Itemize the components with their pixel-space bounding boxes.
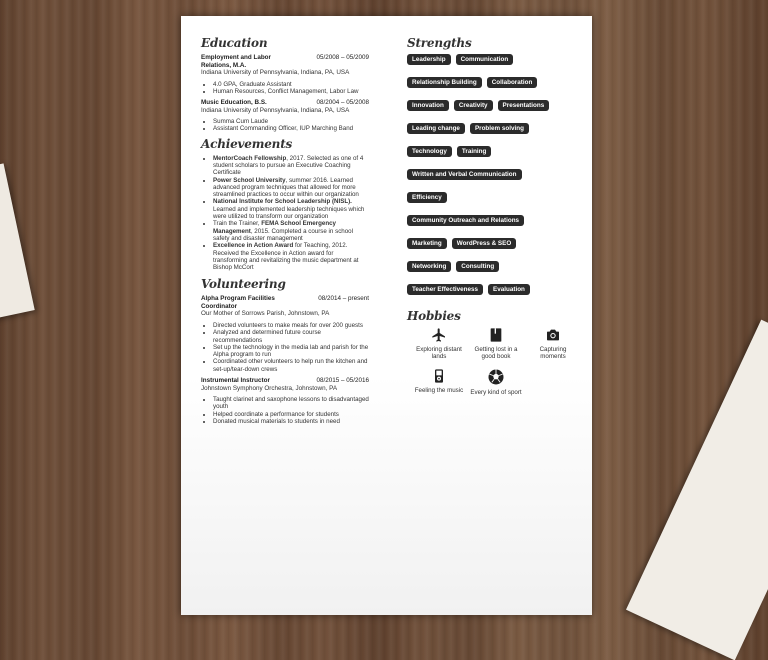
role-dates: 08/2014 – present <box>318 295 369 303</box>
hobbies-grid <box>413 327 579 397</box>
strength-tag: Relationship Building <box>407 77 482 88</box>
strength-tag: Innovation <box>407 100 449 111</box>
bullet: • Set up the technology in the media lab and parish for the Alpha program to run <box>213 344 369 359</box>
strength-tag: Problem solving <box>470 123 529 134</box>
airplane-icon <box>430 327 448 343</box>
degree-dates: 05/2008 – 05/2009 <box>316 54 369 61</box>
hobby-item: Getting lost in a good book <box>470 327 522 360</box>
hobby-item: Exploring distant lands <box>413 327 465 360</box>
strength-tag: Leading change <box>407 123 465 134</box>
strength-tag: Efficiency <box>407 192 447 203</box>
achievement-item: • Excellence in Action Award for Teaching, 2012. Received the Excellence in Action award for transforming and revitalizing the music department at Bishop McCort <box>213 242 369 271</box>
hobby-item: Capturing moments <box>527 327 579 360</box>
strength-tag: Consulting <box>456 261 499 272</box>
role-title: Alpha Program Facilities Coordinator <box>201 295 275 310</box>
strength-tag: Networking <box>407 261 451 272</box>
role-title: Instrumental Instructor <box>201 377 270 385</box>
bullet: • Helped coordinate a performance for students <box>213 411 369 418</box>
degree-title: Music Education, B.S. <box>201 99 267 107</box>
right-column <box>407 36 579 397</box>
strength-tag: Community Outreach and Relations <box>407 215 524 226</box>
volunteering-heading: Volunteering <box>201 277 286 292</box>
degree-title: Employment and Labor Relations, M.A. <box>201 54 271 69</box>
volunteering-entry <box>201 295 369 373</box>
degree-dates: 08/2004 – 05/2008 <box>316 99 369 107</box>
bullet: • Human Resources, Conflict Management, Labor Law <box>213 88 369 95</box>
hobby-item: Every kind of sport <box>470 368 522 396</box>
bullet: • Summa Cum Laude <box>213 118 369 125</box>
org-name: Johnstown Symphony Orchestra, Johnstown, PA <box>201 384 338 392</box>
achievements-heading: Achievements <box>201 136 293 151</box>
volunteering-entry <box>201 377 369 425</box>
strength-tag: Teacher Effectiveness <box>407 284 483 295</box>
achievement-item: • MentorCoach Fellowship, 2017. Selected as one of 4 student scholars to pursue an Executive Coaching Certificate <box>213 155 369 177</box>
strength-tag: WordPress & SEO <box>452 238 516 249</box>
strength-tag: Evaluation <box>488 284 530 295</box>
background-paper-left <box>0 163 35 326</box>
achievement-item: • Train the Trainer, FEMA School Emergency Management, 2015. Completed a course in school safety and disaster management <box>213 220 369 242</box>
strengths-heading: Strengths <box>407 36 472 50</box>
soccer-ball-icon <box>487 368 505 386</box>
strength-tag: Leadership <box>407 54 451 65</box>
achievements-list <box>201 155 369 272</box>
strength-tag: Written and Verbal Communication <box>407 169 522 180</box>
school-name: Indiana University of Pennsylvania, Indiana, PA, USA <box>201 106 350 114</box>
strength-tag: Marketing <box>407 238 447 249</box>
strength-tag: Communication <box>456 54 514 65</box>
bullet: • Coordinated other volunteers to help run the kitchen and set-up/tear-down crews <box>213 358 369 373</box>
achievement-item: • Power School University, summer 2016. Learned advanced program techniques that allowed for more streamlined practices to occur within our organization <box>213 177 369 199</box>
strength-tag: Technology <box>407 146 452 157</box>
education-entry <box>201 54 369 95</box>
role-dates: 08/2015 – 05/2016 <box>316 377 369 385</box>
strengths-tags <box>407 54 579 301</box>
camera-icon <box>544 327 562 343</box>
background-paper-right <box>626 320 768 660</box>
bullet: • Analyzed and determined future course recommendations <box>213 329 369 344</box>
strength-tag: Collaboration <box>487 77 538 88</box>
bullet: • Directed volunteers to make meals for over 200 guests <box>213 322 369 329</box>
bullet: • Donated musical materials to students in need <box>213 418 369 425</box>
book-icon <box>487 327 505 343</box>
bullet: • Taught clarinet and saxophone lessons to disadvantaged youth <box>213 396 369 411</box>
education-heading: Education <box>201 36 268 50</box>
school-name: Indiana University of Pennsylvania, Indiana, PA, USA <box>201 69 350 76</box>
music-player-icon <box>430 368 448 384</box>
left-column <box>201 36 369 429</box>
bullet: • 4.0 GPA, Graduate Assistant <box>213 81 369 88</box>
bullet: • Assistant Commanding Officer, IUP Marching Band <box>213 125 369 132</box>
org-name: Our Mother of Sorrows Parish, Johnstown, PA <box>201 310 330 318</box>
strength-tag: Creativity <box>454 100 493 111</box>
hobbies-heading: Hobbies <box>407 309 461 323</box>
strength-tag: Presentations <box>498 100 550 111</box>
strength-tag: Training <box>457 146 492 157</box>
achievement-item: • National Institute for School Leadership (NISL). Learned and implemented leadership techniques which were utilized to transform our organization <box>213 198 369 220</box>
hobby-item: Feeling the music <box>413 368 465 396</box>
resume-page <box>181 16 592 615</box>
education-entry <box>201 99 369 133</box>
